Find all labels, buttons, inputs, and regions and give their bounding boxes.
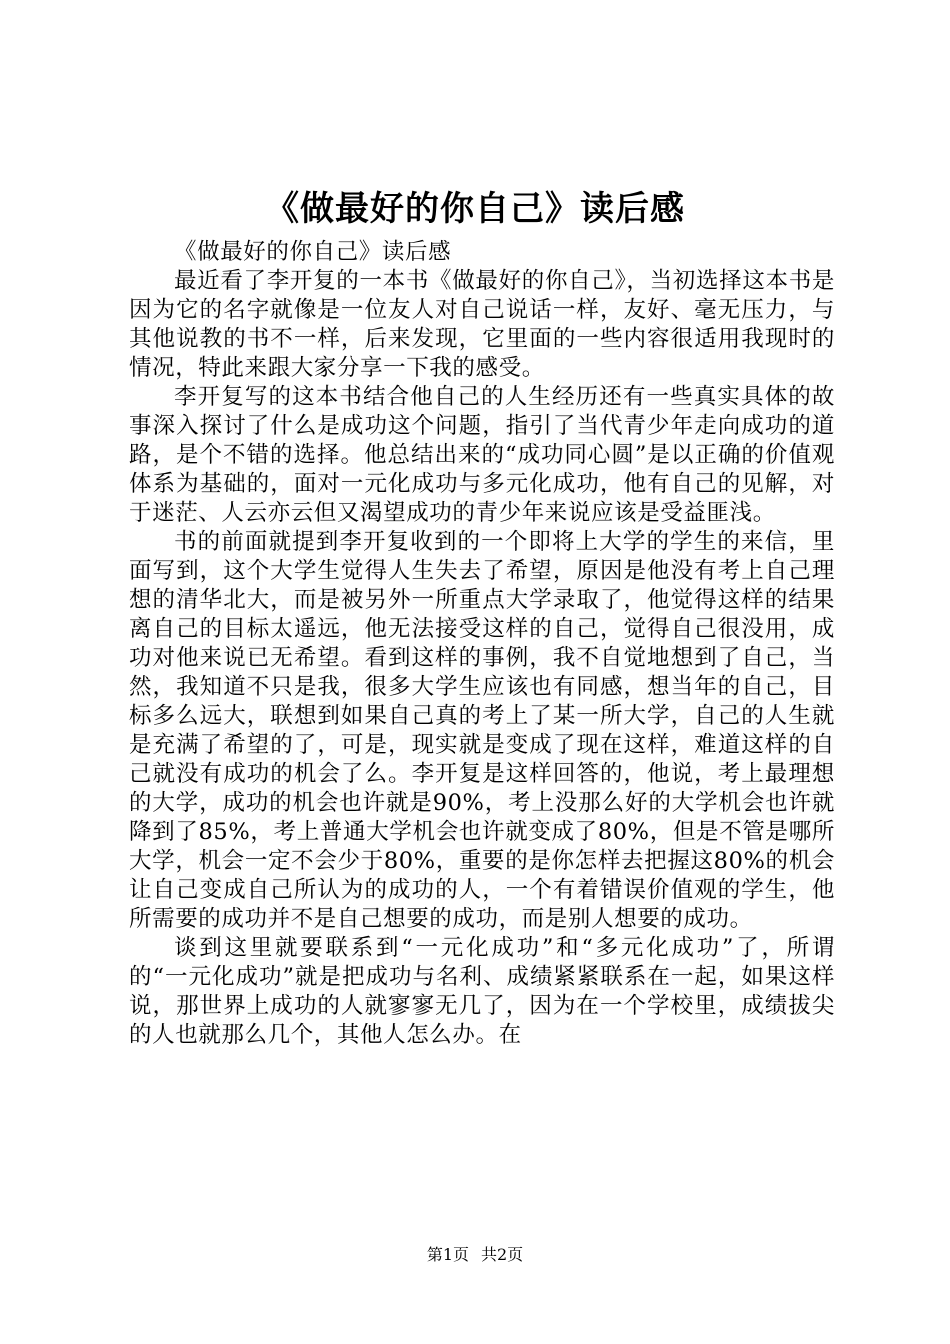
document-body [129,238,835,1050]
body-paragraph: 谈到这里就要联系到“一元化成功”和“多元化成功”了，所谓的“一元化成功”就是把成功与名利、成绩紧紧联系在一起，如果这样说，那世界上成功的人就寥寥无几了，因为在一个学校里，成绩拔尖的人也就那么几个，其他人怎么办。在 [129,935,835,1048]
page-number: 第1页 [426,1245,469,1264]
page-footer [0,1244,950,1266]
body-paragraph: 最近看了李开复的一本书《做最好的你自己》，当初选择这本书是因为它的名字就像是一位友人对自己说话一样，友好、毫无压力，与其他说教的书不一样，后来发现，它里面的一些内容很适用我现时的情况，特此来跟大家分享一下我的感受。 [129,268,835,381]
subtitle-paragraph: 《做最好的你自己》读后感 [174,239,452,265]
body-paragraph: 李开复写的这本书结合他自己的人生经历还有一些真实具体的故事深入探讨了什么是成功这个问题，指引了当代青少年走向成功的道路，是个不错的选择。他总结出来的“成功同心圆”是以正确的价值观体系为基础的，面对一元化成功与多元化成功，他有自己的见解，对于迷茫、人云亦云但又渴望成功的青少年来说应该是受益匪浅。 [129,384,835,526]
body-paragraph: 书的前面就提到李开复收到的一个即将上大学的学生的来信，里面写到，这个大学生觉得人生失去了希望，原因是他没有考上自己理想的清华北大，而是被另外一所重点大学录取了，他觉得这样的结果离自己的目标太遥远，他无法接受这样的自己，觉得自己很没用，成功对他来说已无希望。看到这样的事例，我不自觉地想到了自己，当然，我知道不只是我，很多大学生应该也有同感，想当年的自己，目标多么远大，联想到如果自己真的考上了某一所大学，自己的人生就是充满了希望的了，可是，现实就是变成了现在这样，难道这样的自己就没有成功的机会了么。李开复是这样回答的，他说，考上最理想的大学，成功的机会也许就是90%，考上没那么好的大学机会也许就降到了85%，考上普通大学机会也许就变成了80%，但是不管是哪所大学，机会一定不会少于80%，重要的是你怎样去把握这80%的机会让自己变成自己所认为的成功的人，一个有着错误价值观的学生，他所需要的成功并不是自己想要的成功，而是别人想要的成功。 [129,529,835,932]
document-title: 《做最好的你自己》读后感 [265,189,685,229]
page-total: 共2页 [481,1245,524,1264]
